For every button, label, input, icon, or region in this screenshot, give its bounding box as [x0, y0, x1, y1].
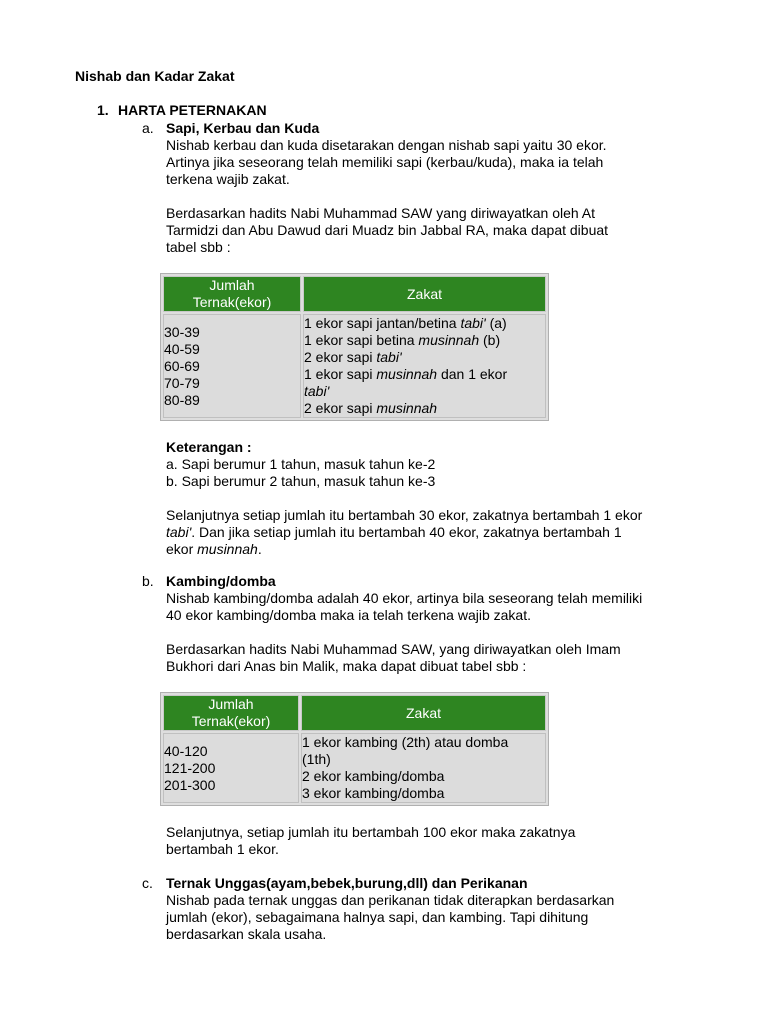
table-cell-zakat — [303, 314, 546, 418]
count-value: 121-200 — [164, 759, 216, 776]
paragraph-line: Berdasarkan hadits Nabi Muhammad SAW, yang diriwayatkan oleh Imam — [166, 641, 621, 657]
keterangan-item: a. Sapi berumur 1 tahun, masuk tahun ke-2 — [166, 456, 436, 472]
paragraph-line: ekor musinnah. — [166, 541, 262, 557]
subsection-kambing — [142, 573, 726, 858]
list-marker: b. — [142, 573, 154, 589]
count-value: 70-79 — [164, 374, 200, 391]
zakat-table-sapi — [160, 273, 549, 421]
section-title: HARTA PETERNAKAN — [118, 102, 267, 118]
subsection-heading: Kambing/domba — [166, 573, 276, 589]
paragraph-line: Nishab kerbau dan kuda disetarakan dengan nishab sapi yaitu 30 ekor. — [166, 137, 607, 153]
paragraph-line: Berdasarkan hadits Nabi Muhammad SAW yang diriwayatkan oleh At — [166, 205, 596, 221]
list-marker: c. — [142, 875, 153, 891]
count-value: 80-89 — [164, 391, 200, 408]
zakat-line: 1 ekor kambing (2th) atau domba — [302, 734, 509, 750]
header-line: Jumlah — [208, 696, 254, 712]
paragraph-line: Artinya jika seseorang telah memiliki sapi (kerbau/kuda), maka ia telah — [166, 154, 604, 170]
paragraph-line: bertambah 1 ekor. — [166, 841, 279, 857]
paragraph-line: 40 ekor kambing/domba maka ia telah terkena wajib zakat. — [166, 607, 531, 623]
count-value: 201-300 — [164, 776, 216, 793]
subsection-heading: Ternak Unggas(ayam,bebek,burung,dll) dan Perikanan — [166, 875, 528, 891]
paragraph-line: Selanjutnya setiap jumlah itu bertambah 30 ekor, zakatnya bertambah 1 ekor — [166, 507, 643, 523]
count-value: 40-120 — [164, 742, 208, 759]
zakat-line: tabi' — [304, 383, 330, 399]
zakat-table-kambing — [160, 692, 549, 806]
paragraph-line: berdasarkan skala usaha. — [166, 926, 327, 942]
table-cell-counts — [163, 314, 301, 418]
paragraph-line: Bukhori dari Anas bin Malik, maka dapat dibuat tabel sbb : — [166, 658, 527, 674]
subsection-heading: Sapi, Kerbau dan Kuda — [166, 120, 320, 136]
zakat-line: 2 ekor sapi musinnah — [304, 400, 438, 416]
table-cell-zakat — [301, 733, 546, 803]
table-header-jumlah — [163, 276, 301, 312]
section-heading-harta-peternakan — [97, 102, 267, 119]
subsection-sapi — [142, 120, 726, 558]
header-line: Ternak(ekor) — [191, 713, 271, 729]
zakat-line: 3 ekor kambing/domba — [302, 785, 445, 801]
zakat-line: 1 ekor sapi musinnah dan 1 ekor — [304, 366, 508, 382]
count-value: 60-69 — [164, 357, 200, 374]
zakat-line: 1 ekor sapi betina musinnah (b) — [304, 332, 501, 348]
header-line: Jumlah — [209, 277, 255, 293]
paragraph-line: Nishab pada ternak unggas dan perikanan tidak diterapkan berdasarkan — [166, 892, 615, 908]
header-line: Ternak(ekor) — [192, 294, 272, 310]
count-value: 30-39 — [164, 323, 200, 340]
keterangan-item: b. Sapi berumur 2 tahun, masuk tahun ke-3 — [166, 473, 436, 489]
paragraph-line: Tarmidzi dan Abu Dawud dari Muadz bin Jabbal RA, maka dapat dibuat — [166, 222, 609, 238]
keterangan-label: Keterangan : — [166, 439, 252, 455]
paragraph-line: terkena wajib zakat. — [166, 171, 290, 187]
zakat-line: 2 ekor sapi tabi' — [304, 349, 402, 365]
paragraph-line: tabel sbb : — [166, 239, 231, 255]
table-cell-counts — [163, 733, 299, 803]
count-value: 40-59 — [164, 340, 200, 357]
paragraph-line: tabi'. Dan jika setiap jumlah itu bertambah 40 ekor, zakatnya bertambah 1 — [166, 524, 622, 540]
table-header-jumlah — [163, 695, 299, 731]
paragraph-line: jumlah (ekor), sebagaimana halnya sapi, dan kambing. Tapi dihitung — [166, 909, 589, 925]
list-marker: a. — [142, 120, 154, 136]
paragraph-line: Selanjutnya, setiap jumlah itu bertambah 100 ekor maka zakatnya — [166, 824, 576, 840]
section-number: 1. — [97, 102, 109, 118]
table-header-zakat: Zakat — [301, 695, 546, 731]
paragraph-line: Nishab kambing/domba adalah 40 ekor, artinya bila seseorang telah memiliki — [166, 590, 643, 606]
zakat-line: 2 ekor kambing/domba — [302, 768, 445, 784]
table-header-zakat: Zakat — [303, 276, 546, 312]
subsection-unggas — [142, 875, 726, 943]
zakat-line: 1 ekor sapi jantan/betina tabi' (a) — [304, 315, 507, 331]
page-title: Nishab dan Kadar Zakat — [75, 68, 235, 84]
zakat-line: (1th) — [302, 751, 331, 767]
